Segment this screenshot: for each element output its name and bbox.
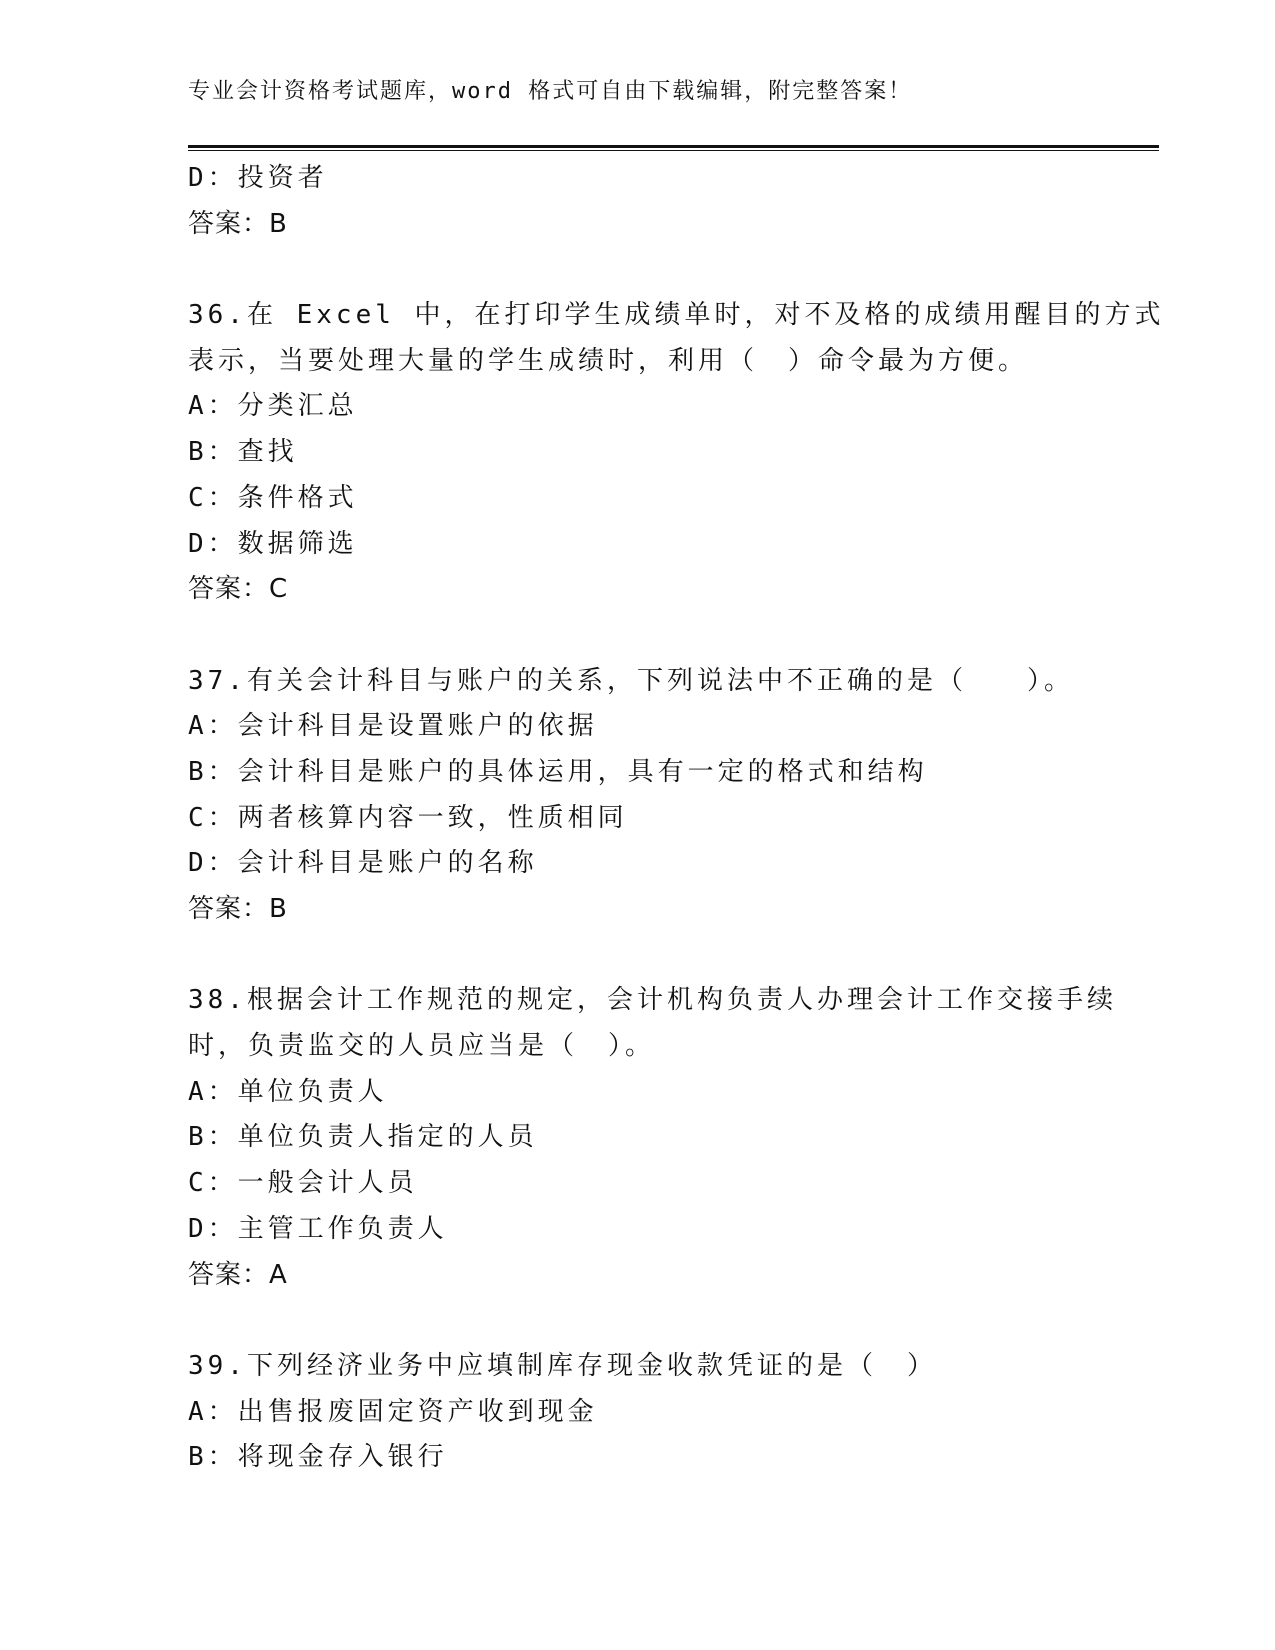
option-a: A：会计科目是设置账户的依据 [188,711,598,742]
question-stem: 38.根据会计工作规范的规定，会计机构负责人办理会计工作交接手续 [188,985,1117,1016]
question-stem: 表示，当要处理大量的学生成绩时，利用（ ）命令最为方便。 [188,345,1029,376]
option-b: B：单位负责人指定的人员 [188,1122,538,1153]
header-divider-thick [188,145,1159,148]
option-b: B：查找 [188,437,298,468]
option-a: A：分类汇总 [188,391,358,422]
option-b: B：会计科目是账户的具体运用，具有一定的格式和结构 [188,756,928,787]
answer: 答案：B [188,894,288,924]
option-d: D：主管工作负责人 [188,1213,448,1244]
answer: 答案：B [188,208,288,239]
option-a: A：出售报废固定资产收到现金 [188,1396,598,1427]
page-header: 专业会计资格考试题库，word 格式可自由下载编辑，附完整答案！ [188,79,913,104]
question-stem: 39.下列经济业务中应填制库存现金收款凭证的是（ ） [188,1350,937,1381]
option-c: C：条件格式 [188,482,358,513]
question-content [188,156,1165,1481]
question-stem: 37.有关会计科目与账户的关系，下列说法中不正确的是（ ）。 [188,665,1074,696]
option-b: B：将现金存入银行 [188,1442,448,1473]
answer: 答案：A [188,1259,288,1290]
header-divider-thin [188,150,1159,151]
question-stem: 36.在 Excel 中，在打印学生成绩单时，对不及格的成绩用醒目的方式 [188,300,1165,331]
option-c: C：两者核算内容一致，性质相同 [188,802,628,833]
option-d: D：投资者 [188,163,328,193]
question-stem: 时，负责监交的人员应当是（ ）。 [188,1031,656,1062]
option-c: C：一般会计人员 [188,1168,418,1199]
option-a: A：单位负责人 [188,1076,388,1107]
option-d: D：数据筛选 [188,528,358,559]
option-d: D：会计科目是账户的名称 [188,848,538,879]
answer: 答案：C [188,574,289,605]
